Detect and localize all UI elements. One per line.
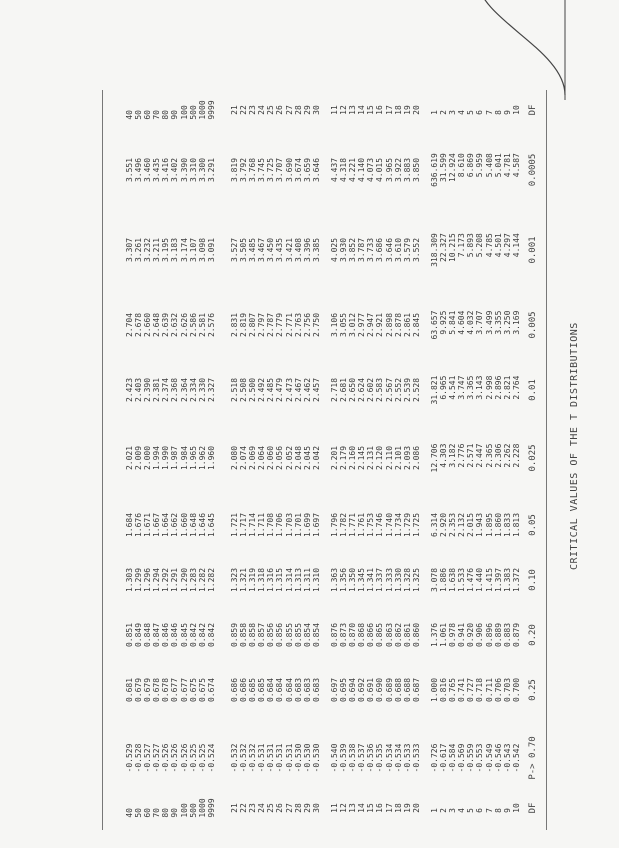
critical-value-column: 0.859 0.858 0.858 0.857 0.856 0.856 0.855 0.855 0.854 0.854 (230, 622, 321, 648)
df-column: 1 2 3 4 5 6 7 8 9 10 (430, 803, 521, 813)
column-header: 0.005 (528, 311, 538, 339)
column-header: 0.25 (528, 679, 538, 701)
critical-value-column: 6.314 2.920 2.353 2.132 2.015 1.943 1.895 1.860 1.833 1.813 (430, 512, 521, 538)
column-header: 0.20 (528, 624, 538, 646)
df-column: 11 12 13 14 15 16 17 18 19 20 (330, 105, 421, 115)
column-header: 0.025 (528, 444, 538, 472)
df-column: 40 50 60 70 80 90 100 500 1000 9999 (125, 100, 216, 120)
critical-value-column: 0.686 0.686 0.685 0.685 0.684 0.684 0.684 0.683 0.683 0.683 (230, 677, 321, 703)
critical-value-column: 2.201 2.179 2.160 2.145 2.131 2.120 2.110 2.101 2.093 2.086 (330, 445, 421, 471)
critical-value-column: 3.819 3.792 3.768 3.745 3.725 3.707 3.690 3.674 3.659 3.646 (230, 157, 321, 183)
critical-value-column: -0.529 -0.528 -0.527 -0.527 -0.526 -0.526 -0.526 -0.525 -0.525 -0.524 (125, 743, 216, 773)
header-rule (546, 90, 547, 830)
critical-value-column: 2.831 2.819 2.807 2.797 2.787 2.779 2.771 2.763 2.756 2.750 (230, 312, 321, 338)
column-header: 0.01 (528, 379, 538, 401)
df-column: 21 22 23 24 25 26 27 28 29 30 (230, 105, 321, 115)
df-group (430, 90, 524, 830)
critical-value-column: 3.551 3.496 3.460 3.435 3.416 3.402 3.390 3.310 3.300 3.291 (125, 157, 216, 183)
column-header-row (528, 90, 542, 830)
critical-value-column: 0.876 0.873 0.870 0.868 0.866 0.865 0.863 0.862 0.861 0.860 (330, 622, 421, 648)
footer-rule (102, 90, 103, 830)
critical-value-column: -0.532 -0.532 -0.532 -0.531 -0.531 -0.531 -0.531 -0.530 -0.530 -0.530 (230, 743, 321, 773)
t-distribution-table (84, 90, 604, 830)
critical-value-column: 0.851 0.849 0.848 0.847 0.846 0.846 0.845 0.842 0.842 0.842 (125, 622, 216, 648)
critical-value-column: 318.309 22.327 10.215 7.173 5.893 5.208 4.785 4.501 4.297 4.144 (430, 233, 521, 267)
column-header: 0.0005 (528, 153, 538, 187)
df-group (330, 90, 424, 830)
critical-value-column: 2.704 2.678 2.660 2.648 2.639 2.632 2.626 2.586 2.581 2.576 (125, 312, 216, 338)
column-header: 0.05 (528, 514, 538, 536)
critical-value-column: 1.684 1.676 1.671 1.667 1.664 1.662 1.660 1.648 1.646 1.645 (125, 512, 216, 538)
critical-value-column: 4.025 3.930 3.852 3.787 3.733 3.686 3.646 3.610 3.579 3.552 (330, 237, 421, 263)
column-header: 0.10 (528, 569, 538, 591)
critical-value-column: 31.821 6.965 4.541 3.747 3.365 3.143 2.998 2.896 2.821 2.764 (430, 375, 521, 405)
critical-value-column: 1.303 1.299 1.296 1.294 1.292 1.291 1.290 1.283 1.282 1.282 (125, 567, 216, 593)
critical-value-column: 1.000 0.816 0.765 0.741 0.727 0.718 0.711 0.706 0.703 0.700 (430, 677, 521, 703)
column-header: DF (528, 802, 538, 814)
column-header: P-> 0.70 (528, 736, 538, 780)
critical-value-column: 2.080 2.074 2.069 2.064 2.060 2.056 2.052 2.048 2.045 2.042 (230, 445, 321, 471)
critical-value-column: 3.527 3.505 3.485 3.467 3.450 3.435 3.421 3.408 3.396 3.385 (230, 237, 321, 263)
critical-value-column: 1.323 1.321 1.319 1.318 1.316 1.315 1.314 1.313 1.311 1.310 (230, 567, 321, 593)
df-column: 40 50 60 70 80 90 100 500 1000 9999 (125, 798, 216, 818)
critical-value-column: 63.657 9.925 5.841 4.604 4.032 3.707 3.499 3.355 3.250 3.169 (430, 310, 521, 340)
density-curve (477, 0, 565, 95)
critical-value-column: 1.796 1.782 1.771 1.761 1.753 1.746 1.740 1.734 1.729 1.725 (330, 512, 421, 538)
critical-value-column: 12.706 4.303 3.182 2.776 2.571 2.447 2.365 2.306 2.262 2.228 (430, 443, 521, 473)
critical-value-column: 4.437 4.318 4.221 4.140 4.073 4.015 3.965 3.922 3.883 3.850 (330, 157, 421, 183)
t-density-curve-figure (465, 0, 575, 100)
critical-value-column: 636.619 31.599 12.924 8.610 6.869 5.959 5.408 5.041 4.781 4.587 (430, 153, 521, 187)
df-column: 11 12 13 14 15 16 17 18 19 20 (330, 803, 421, 813)
critical-value-column: 1.721 1.717 1.714 1.711 1.708 1.706 1.703 1.701 1.699 1.697 (230, 512, 321, 538)
critical-value-column: 2.423 2.403 2.390 2.381 2.374 2.368 2.364 2.334 2.330 2.327 (125, 377, 216, 403)
critical-value-column: 3.078 1.886 1.638 1.533 1.476 1.440 1.415 1.397 1.383 1.372 (430, 567, 521, 593)
critical-value-column: 1.376 1.061 0.978 0.941 0.920 0.906 0.896 0.889 0.883 0.879 (430, 622, 521, 648)
df-column: 21 22 23 24 25 26 27 28 29 30 (230, 803, 321, 813)
critical-value-column: -0.540 -0.539 -0.538 -0.537 -0.536 -0.535 -0.534 -0.534 -0.533 -0.533 (330, 743, 421, 773)
column-header: 0.001 (528, 236, 538, 264)
column-header: DF (528, 104, 538, 116)
critical-value-column: 3.106 3.055 3.012 2.977 2.947 2.921 2.898 2.878 2.861 2.845 (330, 312, 421, 338)
critical-value-column: -0.726 -0.617 -0.584 -0.569 -0.559 -0.553 -0.549 -0.546 -0.543 -0.542 (430, 743, 521, 773)
table-body (110, 90, 520, 830)
df-group (125, 90, 219, 830)
critical-value-column: 2.718 2.681 2.650 2.624 2.602 2.583 2.567 2.552 2.539 2.528 (330, 377, 421, 403)
critical-value-column: 0.681 0.679 0.679 0.678 0.678 0.677 0.677 0.675 0.675 0.674 (125, 677, 216, 703)
critical-value-column: 3.307 3.261 3.232 3.211 3.195 3.183 3.174 3.107 3.098 3.091 (125, 237, 216, 263)
critical-value-column: 2.021 2.009 2.000 1.994 1.990 1.987 1.984 1.965 1.962 1.960 (125, 445, 216, 471)
df-group (230, 90, 324, 830)
critical-value-column: 0.697 0.695 0.694 0.692 0.691 0.690 0.689 0.688 0.688 0.687 (330, 677, 421, 703)
critical-value-column: 2.518 2.508 2.500 2.492 2.485 2.479 2.473 2.467 2.462 2.457 (230, 377, 321, 403)
df-column: 1 2 3 4 5 6 7 8 9 10 (430, 105, 521, 115)
table-title: CRITICAL VALUES OF THE T DISTRIBUTIONS (569, 322, 580, 570)
critical-value-column: 1.363 1.356 1.350 1.345 1.341 1.337 1.333 1.330 1.328 1.325 (330, 567, 421, 593)
